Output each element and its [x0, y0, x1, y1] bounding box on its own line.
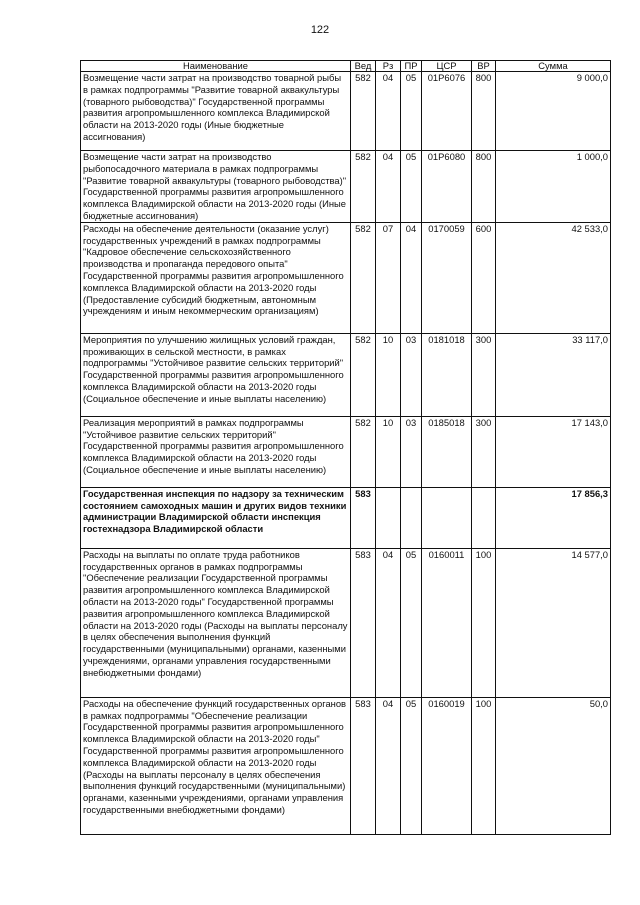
row-sum: 50,0 [496, 697, 611, 834]
row-pr: 05 [401, 697, 422, 834]
page-number: 122 [310, 24, 330, 36]
table-row [81, 487, 611, 548]
row-name: Расходы на обеспечение деятельности (оказание услуг) государственных учреждений в рамках подпрограммы "Кадровое обеспечение сельскохозяйственного производства и пропаганда передового опыта" Государственной программы развития агропромышленного комплекса Владимирской области на 2013-2020 годы (Предоставление субсидий бюджетным, автономным учреждениям и иным некоммерческим организациям) [81, 222, 351, 333]
table-row [81, 697, 611, 834]
row-csr: 0160011 [422, 548, 472, 697]
row-csr [422, 487, 472, 548]
row-vr: 800 [472, 151, 496, 223]
row-pr [401, 487, 422, 548]
row-name: Расходы на обеспечение функций государственных органов в рамках подпрограммы "Обеспечение реализации Государственной программы развития агропромышленного комплекса Владимирской области на 2013-2020 годы" Государственной программы развития агропромышленного комплекса Владимирской области на 2013-2020 годы (Расходы на выплаты персоналу в целях обеспечения выполнения функций государственными (муниципальными) органами, казенными учреждениями, органами управления государственными внебюджетными фондами) [81, 697, 351, 834]
row-pr: 04 [401, 222, 422, 333]
row-sum: 33 117,0 [496, 333, 611, 416]
row-rz: 04 [376, 697, 401, 834]
table-row [81, 548, 611, 697]
row-csr: 01Р6080 [422, 151, 472, 223]
table-row [81, 416, 611, 487]
row-name: Государственная инспекция по надзору за техническим состоянием самоходных машин и других видов техники администрации Владимирской области инспекция гостехнадзора Владимирской области [81, 487, 351, 548]
row-ved: 583 [351, 697, 376, 834]
row-rz: 07 [376, 222, 401, 333]
row-rz: 10 [376, 416, 401, 487]
row-csr: 0181018 [422, 333, 472, 416]
row-vr: 300 [472, 333, 496, 416]
row-ved: 582 [351, 222, 376, 333]
table-body [81, 72, 611, 835]
row-name: Возмещение части затрат на производство рыбопосадочного материала в рамках подпрограммы "Развитие товарной аквакультуры (товарного рыбоводства)" Государственной программы развития агропромышленного комплекса Владимирской области на 2013-2020 годы (Иные бюджетные ассигнования) [81, 151, 351, 223]
table-row [81, 333, 611, 416]
row-ved: 583 [351, 487, 376, 548]
row-sum: 14 577,0 [496, 548, 611, 697]
row-ved: 582 [351, 72, 376, 151]
row-sum: 42 533,0 [496, 222, 611, 333]
row-csr: 0185018 [422, 416, 472, 487]
row-rz: 04 [376, 151, 401, 223]
table-row [81, 151, 611, 223]
row-pr: 03 [401, 416, 422, 487]
row-sum: 9 000,0 [496, 72, 611, 151]
row-ved: 583 [351, 548, 376, 697]
header-csr: ЦСР [422, 61, 472, 72]
row-vr [472, 487, 496, 548]
row-vr: 100 [472, 548, 496, 697]
row-pr: 05 [401, 548, 422, 697]
row-ved: 582 [351, 416, 376, 487]
header-sum: Сумма [496, 61, 611, 72]
row-name: Мероприятия по улучшению жилищных условий граждан, проживающих в сельской местности, в рамках подпрограммы "Устойчивое развитие сельских территорий" Государственной программы развития агропромышленного комплекса Владимирской области на 2013-2020 годы (Социальное обеспечение и иные выплаты населению) [81, 333, 351, 416]
row-sum: 1 000,0 [496, 151, 611, 223]
header-name: Наименование [81, 61, 351, 72]
row-pr: 05 [401, 151, 422, 223]
row-vr: 100 [472, 697, 496, 834]
row-rz: 04 [376, 548, 401, 697]
row-name: Расходы на выплаты по оплате труда работников государственных органов в рамках подпрограммы "Обеспечение реализации Государственной программы развития агропромышленного комплекса Владимирской области на 2013-2020 годы" Государственной программы развития агропромышленного комплекса Владимирской области на 2013-2020 годы (Расходы на выплаты персоналу в целях обеспечения выполнения функций государственными (муниципальными) органами, казенными учреждениями, органами управления государственными внебюджетными фондами) [81, 548, 351, 697]
header-pr: ПР [401, 61, 422, 72]
row-sum: 17 856,3 [496, 487, 611, 548]
row-vr: 600 [472, 222, 496, 333]
row-ved: 582 [351, 151, 376, 223]
row-rz [376, 487, 401, 548]
row-name: Реализация мероприятий в рамках подпрограммы "Устойчивое развитие сельских территорий" Государственной программы развития агропромышленного комплекса Владимирской области на 2013-2020 годы (Социальное обеспечение и иные выплаты населению) [81, 416, 351, 487]
header-vr: ВР [472, 61, 496, 72]
row-csr: 0170059 [422, 222, 472, 333]
row-rz: 10 [376, 333, 401, 416]
row-csr: 01Р6076 [422, 72, 472, 151]
header-ved: Вед [351, 61, 376, 72]
row-ved: 582 [351, 333, 376, 416]
row-csr: 0160019 [422, 697, 472, 834]
row-name: Возмещение части затрат на производство товарной рыбы в рамках подпрограммы "Развитие товарной аквакультуры (товарного рыбоводства)" Государственной программы развития агропромышленного комплекса Владимирской области на 2013-2020 годы (Иные бюджетные ассигнования) [81, 72, 351, 151]
row-vr: 300 [472, 416, 496, 487]
table-row [81, 72, 611, 151]
row-rz: 04 [376, 72, 401, 151]
row-sum: 17 143,0 [496, 416, 611, 487]
table-header-row [81, 61, 611, 72]
header-rz: Рз [376, 61, 401, 72]
budget-table [80, 60, 611, 835]
row-vr: 800 [472, 72, 496, 151]
row-pr: 03 [401, 333, 422, 416]
row-pr: 05 [401, 72, 422, 151]
table-row [81, 222, 611, 333]
